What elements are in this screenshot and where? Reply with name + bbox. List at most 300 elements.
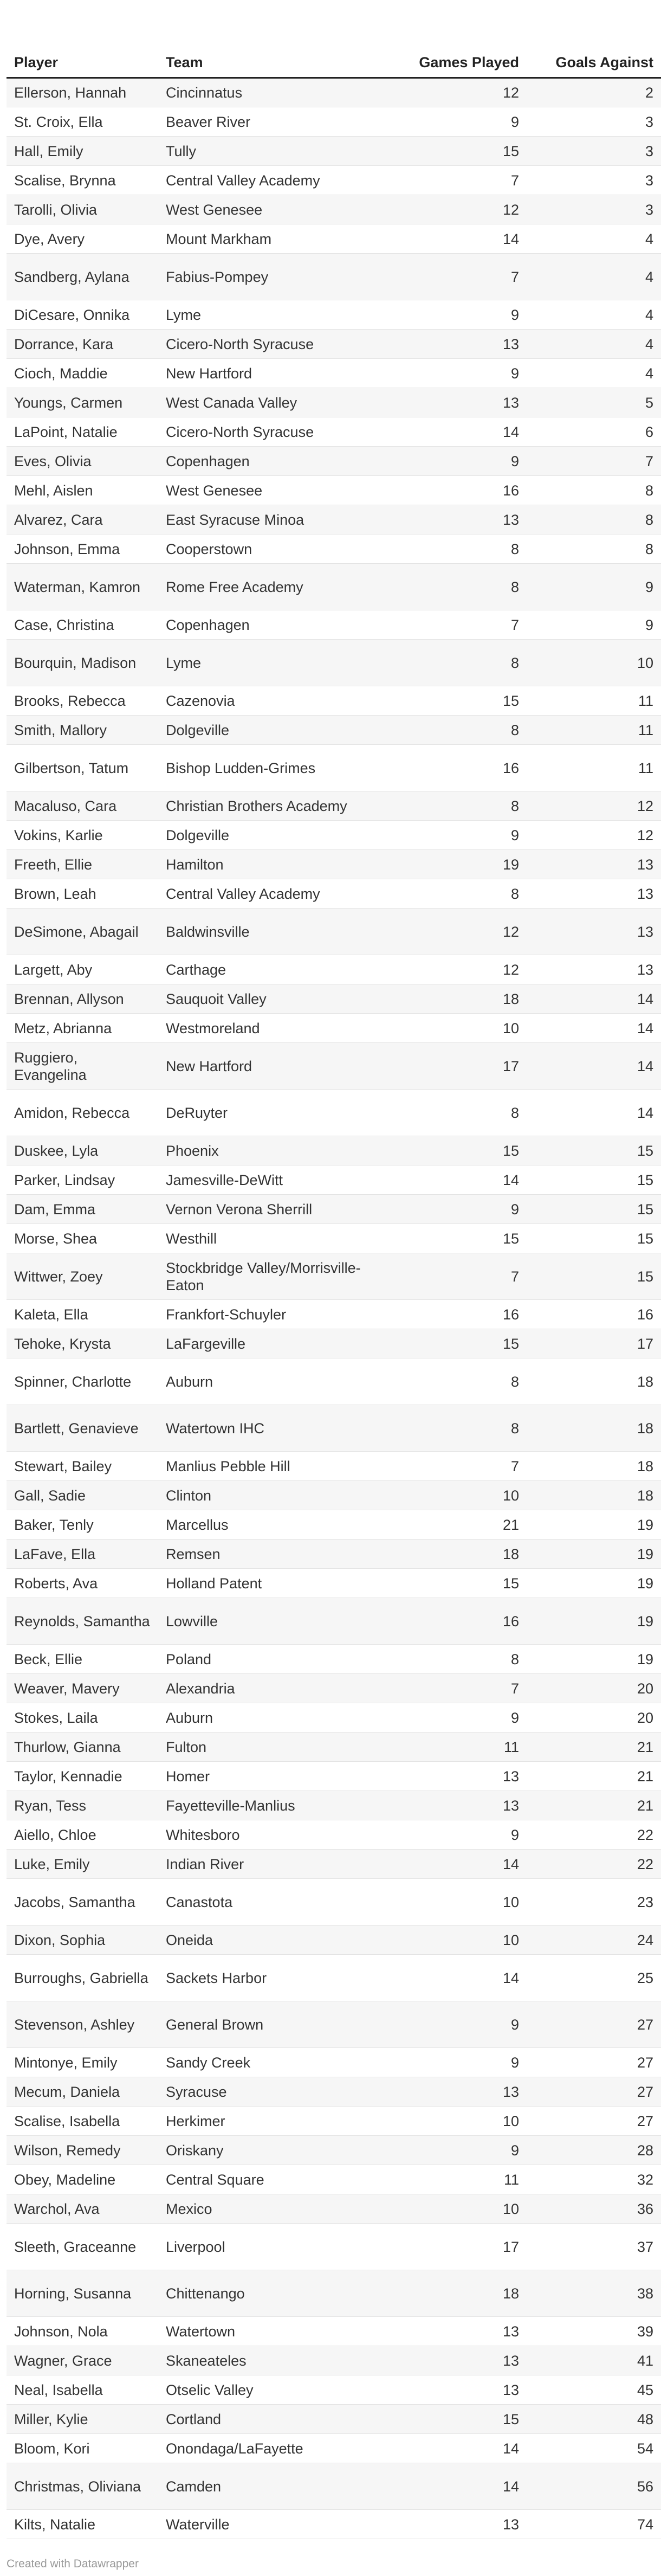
cell-player: Smith, Mallory xyxy=(7,716,158,745)
cell-games-played: 13 xyxy=(386,2510,527,2539)
table-row xyxy=(7,166,661,195)
cell-team: Auburn xyxy=(158,1703,386,1733)
cell-team: Manlius Pebble Hill xyxy=(158,1452,386,1481)
cell-player: LaPoint, Natalie xyxy=(7,417,158,447)
table-row xyxy=(7,1762,661,1791)
cell-goals-against: 54 xyxy=(527,2434,661,2463)
cell-games-played: 11 xyxy=(386,1733,527,1762)
cell-games-played: 15 xyxy=(386,686,527,716)
table-row xyxy=(7,791,661,821)
table-row xyxy=(7,2463,661,2510)
cell-games-played: 12 xyxy=(386,909,527,955)
cell-player: Dam, Emma xyxy=(7,1195,158,1224)
cell-goals-against: 11 xyxy=(527,745,661,791)
cell-games-played: 10 xyxy=(386,2194,527,2224)
datawrapper-credit: Created with Datawrapper xyxy=(7,2558,139,2570)
cell-team: Auburn xyxy=(158,1358,386,1405)
cell-goals-against: 41 xyxy=(527,2346,661,2375)
table-row xyxy=(7,476,661,505)
header-row xyxy=(7,20,661,78)
table-row xyxy=(7,1955,661,2001)
cell-team: Tully xyxy=(158,137,386,166)
cell-player: Case, Christina xyxy=(7,610,158,640)
cell-games-played: 14 xyxy=(386,2434,527,2463)
cell-team: Beaver River xyxy=(158,107,386,137)
table-row xyxy=(7,1879,661,1925)
cell-team: Copenhagen xyxy=(158,447,386,476)
cell-games-played: 9 xyxy=(386,2001,527,2048)
cell-team: Mexico xyxy=(158,2194,386,2224)
cell-goals-against: 28 xyxy=(527,2136,661,2165)
table-row xyxy=(7,1703,661,1733)
table-body xyxy=(7,78,661,2539)
cell-team: Syracuse xyxy=(158,2077,386,2107)
table-row xyxy=(7,1405,661,1452)
cell-games-played: 7 xyxy=(386,1253,527,1300)
cell-games-played: 12 xyxy=(386,955,527,984)
cell-player: Kilts, Natalie xyxy=(7,2510,158,2539)
cell-player: Spinner, Charlotte xyxy=(7,1358,158,1405)
table-row xyxy=(7,2001,661,2048)
cell-goals-against: 19 xyxy=(527,1598,661,1645)
cell-games-played: 14 xyxy=(386,224,527,254)
cell-player: Stewart, Bailey xyxy=(7,1452,158,1481)
table-row xyxy=(7,195,661,224)
table-row xyxy=(7,2165,661,2194)
cell-player: Tehoke, Krysta xyxy=(7,1329,158,1358)
cell-player: Scalise, Brynna xyxy=(7,166,158,195)
table-row xyxy=(7,745,661,791)
table-row xyxy=(7,909,661,955)
cell-games-played: 9 xyxy=(386,2136,527,2165)
cell-team: Waterville xyxy=(158,2510,386,2539)
cell-team: Phoenix xyxy=(158,1136,386,1165)
cell-games-played: 9 xyxy=(386,1820,527,1850)
cell-goals-against: 2 xyxy=(527,78,661,107)
table-row xyxy=(7,1820,661,1850)
cell-player: Ryan, Tess xyxy=(7,1791,158,1820)
cell-games-played: 8 xyxy=(386,1090,527,1136)
cell-goals-against: 18 xyxy=(527,1405,661,1452)
table-row xyxy=(7,686,661,716)
cell-goals-against: 9 xyxy=(527,610,661,640)
cell-goals-against: 11 xyxy=(527,686,661,716)
cell-team: Lyme xyxy=(158,640,386,686)
cell-games-played: 18 xyxy=(386,1540,527,1569)
cell-player: Largett, Aby xyxy=(7,955,158,984)
table-row xyxy=(7,2077,661,2107)
cell-player: Kaleta, Ella xyxy=(7,1300,158,1329)
cell-games-played: 9 xyxy=(386,359,527,388)
cell-goals-against: 13 xyxy=(527,879,661,909)
cell-games-played: 10 xyxy=(386,2107,527,2136)
cell-player: Mintonye, Emily xyxy=(7,2048,158,2077)
cell-player: Metz, Abrianna xyxy=(7,1014,158,1043)
cell-goals-against: 15 xyxy=(527,1165,661,1195)
cell-goals-against: 21 xyxy=(527,1733,661,1762)
table-row xyxy=(7,1645,661,1674)
cell-goals-against: 38 xyxy=(527,2270,661,2317)
goalie-stats-table-container xyxy=(7,20,661,2539)
cell-games-played: 11 xyxy=(386,2165,527,2194)
goalie-stats-table xyxy=(7,20,661,2539)
table-row xyxy=(7,534,661,564)
table-row xyxy=(7,2434,661,2463)
cell-player: Baker, Tenly xyxy=(7,1510,158,1540)
cell-games-played: 14 xyxy=(386,1165,527,1195)
table-row xyxy=(7,300,661,330)
cell-games-played: 12 xyxy=(386,78,527,107)
cell-goals-against: 9 xyxy=(527,564,661,610)
table-row xyxy=(7,2375,661,2405)
cell-team: Carthage xyxy=(158,955,386,984)
table-row xyxy=(7,1925,661,1955)
cell-goals-against: 27 xyxy=(527,2048,661,2077)
cell-games-played: 17 xyxy=(386,2224,527,2270)
cell-goals-against: 3 xyxy=(527,166,661,195)
cell-player: Sleeth, Graceanne xyxy=(7,2224,158,2270)
cell-games-played: 9 xyxy=(386,2048,527,2077)
cell-goals-against: 14 xyxy=(527,984,661,1014)
cell-player: Alvarez, Cara xyxy=(7,505,158,534)
cell-team: Westhill xyxy=(158,1224,386,1253)
cell-goals-against: 15 xyxy=(527,1224,661,1253)
table-row xyxy=(7,2136,661,2165)
table-row xyxy=(7,1253,661,1300)
cell-player: Youngs, Carmen xyxy=(7,388,158,417)
cell-goals-against: 25 xyxy=(527,1955,661,2001)
cell-goals-against: 3 xyxy=(527,137,661,166)
table-row xyxy=(7,1850,661,1879)
cell-games-played: 9 xyxy=(386,300,527,330)
cell-goals-against: 4 xyxy=(527,300,661,330)
table-row xyxy=(7,984,661,1014)
cell-games-played: 8 xyxy=(386,564,527,610)
cell-team: Lyme xyxy=(158,300,386,330)
cell-player: Amidon, Rebecca xyxy=(7,1090,158,1136)
cell-team: Camden xyxy=(158,2463,386,2510)
table-row xyxy=(7,359,661,388)
cell-player: Wagner, Grace xyxy=(7,2346,158,2375)
table-row xyxy=(7,2224,661,2270)
cell-team: Central Valley Academy xyxy=(158,166,386,195)
cell-goals-against: 5 xyxy=(527,388,661,417)
cell-team: Oriskany xyxy=(158,2136,386,2165)
cell-player: Mecum, Daniela xyxy=(7,2077,158,2107)
cell-player: Miller, Kylie xyxy=(7,2405,158,2434)
cell-games-played: 10 xyxy=(386,1481,527,1510)
cell-team: New Hartford xyxy=(158,359,386,388)
table-row xyxy=(7,78,661,107)
cell-goals-against: 3 xyxy=(527,107,661,137)
cell-games-played: 14 xyxy=(386,1850,527,1879)
cell-games-played: 13 xyxy=(386,1762,527,1791)
cell-player: Mehl, Aislen xyxy=(7,476,158,505)
table-row xyxy=(7,1569,661,1598)
cell-games-played: 14 xyxy=(386,417,527,447)
cell-player: Reynolds, Samantha xyxy=(7,1598,158,1645)
cell-goals-against: 13 xyxy=(527,850,661,879)
cell-team: Lowville xyxy=(158,1598,386,1645)
cell-team: Canastota xyxy=(158,1879,386,1925)
cell-player: Warchol, Ava xyxy=(7,2194,158,2224)
cell-team: Hamilton xyxy=(158,850,386,879)
cell-goals-against: 14 xyxy=(527,1090,661,1136)
cell-goals-against: 20 xyxy=(527,1703,661,1733)
cell-games-played: 8 xyxy=(386,716,527,745)
cell-player: Neal, Isabella xyxy=(7,2375,158,2405)
cell-goals-against: 22 xyxy=(527,1820,661,1850)
cell-games-played: 12 xyxy=(386,195,527,224)
cell-player: Johnson, Emma xyxy=(7,534,158,564)
cell-player: DeSimone, Abagail xyxy=(7,909,158,955)
table-row xyxy=(7,1540,661,1569)
cell-player: Sandberg, Aylana xyxy=(7,254,158,300)
table-row xyxy=(7,1674,661,1703)
cell-team: Frankfort-Schuyler xyxy=(158,1300,386,1329)
cell-goals-against: 8 xyxy=(527,505,661,534)
cell-player: Scalise, Isabella xyxy=(7,2107,158,2136)
cell-player: Morse, Shea xyxy=(7,1224,158,1253)
column-header-games-played[interactable]: Games Played xyxy=(386,20,527,78)
cell-goals-against: 14 xyxy=(527,1043,661,1090)
table-row xyxy=(7,821,661,850)
cell-games-played: 18 xyxy=(386,2270,527,2317)
cell-team: Watertown IHC xyxy=(158,1405,386,1452)
table-row xyxy=(7,955,661,984)
table-row xyxy=(7,1481,661,1510)
cell-goals-against: 23 xyxy=(527,1879,661,1925)
table-row xyxy=(7,1224,661,1253)
cell-team: Vernon Verona Sherrill xyxy=(158,1195,386,1224)
cell-team: Clinton xyxy=(158,1481,386,1510)
cell-goals-against: 19 xyxy=(527,1569,661,1598)
cell-player: Vokins, Karlie xyxy=(7,821,158,850)
table-row xyxy=(7,564,661,610)
cell-player: Luke, Emily xyxy=(7,1850,158,1879)
column-header-goals-against[interactable]: Goals Against xyxy=(527,20,661,78)
cell-goals-against: 21 xyxy=(527,1762,661,1791)
cell-player: Beck, Ellie xyxy=(7,1645,158,1674)
table-row xyxy=(7,224,661,254)
cell-games-played: 7 xyxy=(386,254,527,300)
table-row xyxy=(7,1195,661,1224)
cell-player: Bourquin, Madison xyxy=(7,640,158,686)
cell-team: Fabius-Pompey xyxy=(158,254,386,300)
cell-games-played: 15 xyxy=(386,2405,527,2434)
cell-goals-against: 13 xyxy=(527,909,661,955)
cell-goals-against: 15 xyxy=(527,1195,661,1224)
cell-goals-against: 4 xyxy=(527,359,661,388)
table-row xyxy=(7,2107,661,2136)
table-row xyxy=(7,2317,661,2346)
cell-goals-against: 24 xyxy=(527,1925,661,1955)
cell-goals-against: 10 xyxy=(527,640,661,686)
cell-games-played: 13 xyxy=(386,330,527,359)
cell-goals-against: 17 xyxy=(527,1329,661,1358)
table-row xyxy=(7,137,661,166)
cell-games-played: 13 xyxy=(386,2077,527,2107)
cell-team: Dolgeville xyxy=(158,821,386,850)
cell-player: Taylor, Kennadie xyxy=(7,1762,158,1791)
cell-games-played: 13 xyxy=(386,1791,527,1820)
cell-goals-against: 20 xyxy=(527,1674,661,1703)
cell-games-played: 8 xyxy=(386,791,527,821)
cell-team: Central Valley Academy xyxy=(158,879,386,909)
cell-goals-against: 4 xyxy=(527,330,661,359)
table-row xyxy=(7,1329,661,1358)
cell-player: LaFave, Ella xyxy=(7,1540,158,1569)
cell-goals-against: 19 xyxy=(527,1540,661,1569)
cell-team: Chittenango xyxy=(158,2270,386,2317)
cell-games-played: 7 xyxy=(386,1452,527,1481)
cell-games-played: 17 xyxy=(386,1043,527,1090)
cell-player: Burroughs, Gabriella xyxy=(7,1955,158,2001)
cell-games-played: 15 xyxy=(386,1224,527,1253)
table-row xyxy=(7,1510,661,1540)
cell-player: Wilson, Remedy xyxy=(7,2136,158,2165)
cell-team: Cortland xyxy=(158,2405,386,2434)
cell-team: Otselic Valley xyxy=(158,2375,386,2405)
cell-goals-against: 12 xyxy=(527,821,661,850)
cell-player: Horning, Susanna xyxy=(7,2270,158,2317)
cell-team: Dolgeville xyxy=(158,716,386,745)
cell-goals-against: 74 xyxy=(527,2510,661,2539)
cell-team: Whitesboro xyxy=(158,1820,386,1850)
table-row xyxy=(7,1358,661,1405)
table-row xyxy=(7,1452,661,1481)
cell-games-played: 10 xyxy=(386,1879,527,1925)
cell-player: Johnson, Nola xyxy=(7,2317,158,2346)
cell-player: Brennan, Allyson xyxy=(7,984,158,1014)
cell-player: Eves, Olivia xyxy=(7,447,158,476)
column-header-player[interactable]: Player xyxy=(7,20,158,78)
cell-games-played: 13 xyxy=(386,2317,527,2346)
cell-games-played: 16 xyxy=(386,476,527,505)
cell-games-played: 7 xyxy=(386,1674,527,1703)
cell-team: Cooperstown xyxy=(158,534,386,564)
cell-player: Aiello, Chloe xyxy=(7,1820,158,1850)
cell-goals-against: 27 xyxy=(527,2077,661,2107)
table-row xyxy=(7,1300,661,1329)
cell-player: St. Croix, Ella xyxy=(7,107,158,137)
table-row xyxy=(7,2048,661,2077)
cell-team: Fulton xyxy=(158,1733,386,1762)
cell-team: General Brown xyxy=(158,2001,386,2048)
table-row xyxy=(7,2510,661,2539)
table-row xyxy=(7,388,661,417)
cell-team: Alexandria xyxy=(158,1674,386,1703)
table-row xyxy=(7,879,661,909)
cell-player: Gall, Sadie xyxy=(7,1481,158,1510)
cell-goals-against: 18 xyxy=(527,1481,661,1510)
table-row xyxy=(7,1043,661,1090)
cell-games-played: 9 xyxy=(386,821,527,850)
cell-team: Poland xyxy=(158,1645,386,1674)
cell-team: Jamesville-DeWitt xyxy=(158,1165,386,1195)
cell-games-played: 8 xyxy=(386,1405,527,1452)
table-row xyxy=(7,254,661,300)
cell-games-played: 14 xyxy=(386,2463,527,2510)
cell-goals-against: 19 xyxy=(527,1510,661,1540)
cell-player: Obey, Madeline xyxy=(7,2165,158,2194)
cell-team: Westmoreland xyxy=(158,1014,386,1043)
cell-player: Duskee, Lyla xyxy=(7,1136,158,1165)
cell-games-played: 13 xyxy=(386,2375,527,2405)
cell-team: DeRuyter xyxy=(158,1090,386,1136)
cell-goals-against: 3 xyxy=(527,195,661,224)
cell-team: Sandy Creek xyxy=(158,2048,386,2077)
table-row xyxy=(7,2194,661,2224)
table-row xyxy=(7,107,661,137)
cell-player: Brown, Leah xyxy=(7,879,158,909)
column-header-team[interactable]: Team xyxy=(158,20,386,78)
cell-player: Stevenson, Ashley xyxy=(7,2001,158,2048)
cell-team: Mount Markham xyxy=(158,224,386,254)
cell-team: Onondaga/LaFayette xyxy=(158,2434,386,2463)
cell-player: Hall, Emily xyxy=(7,137,158,166)
cell-goals-against: 37 xyxy=(527,2224,661,2270)
cell-games-played: 19 xyxy=(386,850,527,879)
cell-player: Freeth, Ellie xyxy=(7,850,158,879)
cell-games-played: 15 xyxy=(386,1569,527,1598)
cell-team: Indian River xyxy=(158,1850,386,1879)
cell-goals-against: 4 xyxy=(527,224,661,254)
table-row xyxy=(7,1136,661,1165)
cell-team: Copenhagen xyxy=(158,610,386,640)
cell-team: Marcellus xyxy=(158,1510,386,1540)
cell-goals-against: 8 xyxy=(527,476,661,505)
cell-player: Dye, Avery xyxy=(7,224,158,254)
cell-games-played: 10 xyxy=(386,1925,527,1955)
cell-goals-against: 18 xyxy=(527,1452,661,1481)
cell-goals-against: 14 xyxy=(527,1014,661,1043)
cell-player: Wittwer, Zoey xyxy=(7,1253,158,1300)
cell-goals-against: 15 xyxy=(527,1136,661,1165)
table-row xyxy=(7,417,661,447)
cell-goals-against: 8 xyxy=(527,534,661,564)
cell-goals-against: 7 xyxy=(527,447,661,476)
cell-team: Christian Brothers Academy xyxy=(158,791,386,821)
table-row xyxy=(7,716,661,745)
cell-goals-against: 48 xyxy=(527,2405,661,2434)
cell-team: Fayetteville-Manlius xyxy=(158,1791,386,1820)
cell-goals-against: 56 xyxy=(527,2463,661,2510)
cell-player: Brooks, Rebecca xyxy=(7,686,158,716)
cell-games-played: 15 xyxy=(386,1329,527,1358)
table-row xyxy=(7,1733,661,1762)
cell-player: Dixon, Sophia xyxy=(7,1925,158,1955)
cell-games-played: 8 xyxy=(386,534,527,564)
table-row xyxy=(7,1165,661,1195)
cell-team: Central Square xyxy=(158,2165,386,2194)
cell-games-played: 16 xyxy=(386,745,527,791)
cell-team: New Hartford xyxy=(158,1043,386,1090)
cell-player: Stokes, Laila xyxy=(7,1703,158,1733)
table-row xyxy=(7,447,661,476)
cell-goals-against: 45 xyxy=(527,2375,661,2405)
cell-goals-against: 27 xyxy=(527,2001,661,2048)
cell-goals-against: 18 xyxy=(527,1358,661,1405)
cell-player: Macaluso, Cara xyxy=(7,791,158,821)
table-row xyxy=(7,1598,661,1645)
cell-player: Waterman, Kamron xyxy=(7,564,158,610)
table-row xyxy=(7,2405,661,2434)
cell-team: West Genesee xyxy=(158,476,386,505)
cell-team: East Syracuse Minoa xyxy=(158,505,386,534)
table-row xyxy=(7,505,661,534)
cell-team: Homer xyxy=(158,1762,386,1791)
